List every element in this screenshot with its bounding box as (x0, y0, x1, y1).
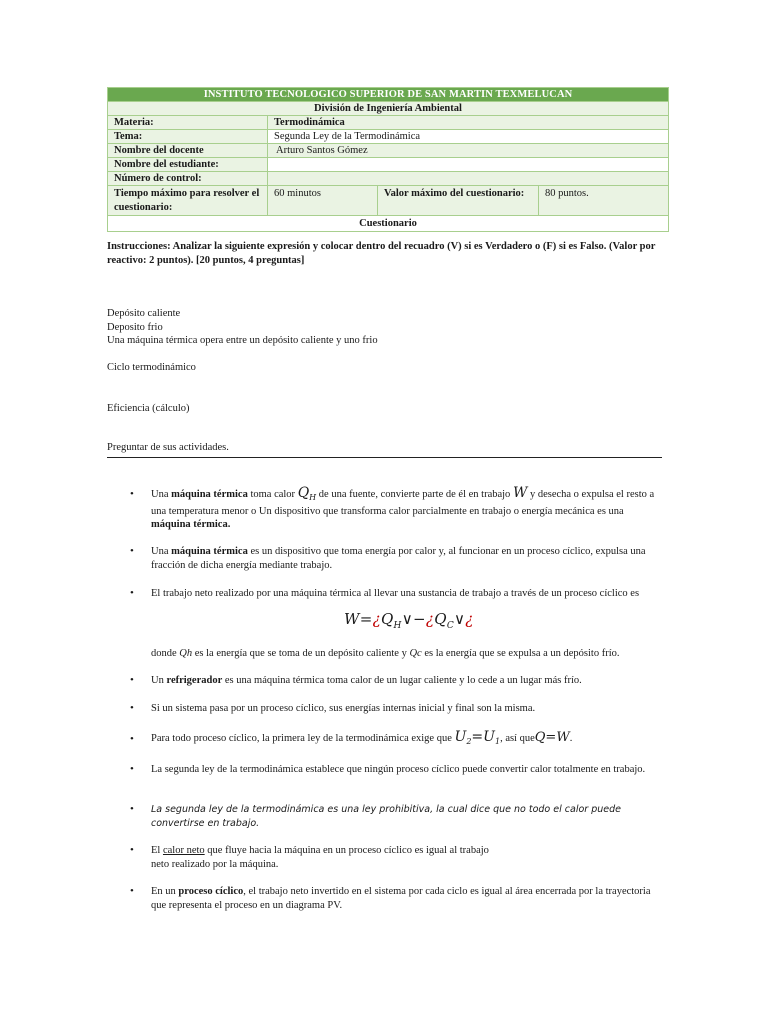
formula-mark-3: ¿ (465, 610, 474, 628)
header-table (107, 87, 669, 232)
row-label-control: Número de control: (108, 172, 268, 186)
note-deposito-frio: Deposito frio (107, 322, 163, 333)
row-value-docente: Arturo Santos Gómez (268, 144, 669, 158)
bullet-icon: • (130, 733, 134, 745)
bullet-icon: • (130, 674, 134, 686)
b9-text-a: El (151, 845, 163, 856)
b4-text-c: es una máquina térmica toma calor de un lugar caliente y lo cede a un lugar más frío. (222, 675, 582, 686)
row-label-estudiante: Nombre del estudiante: (108, 158, 268, 172)
row-label-tema: Tema: (108, 130, 268, 144)
donde-a: donde (151, 648, 180, 659)
b4-text-b: refrigerador (166, 675, 223, 686)
b1-text-a: Una (151, 489, 172, 500)
b1-text-b: máquina térmica (171, 489, 248, 500)
b2-text-c: es un dispositivo que toma energía por calor y, al funcionar en un proceso cíclico, expulsa una fracción de dicha energía mediante trabajo. (151, 546, 646, 571)
formula-qc: Q (434, 610, 447, 628)
b1-text-c: toma calor (247, 489, 298, 500)
b7-text: La segunda ley de la termodinámica establece que ningún proceso cíclico puede convertir calor totalmente en trabajo. (151, 764, 646, 775)
note-eficiencia: Eficiencia (cálculo) (107, 403, 190, 414)
b8-text: La segunda ley de la termodinámica es una ley prohibitiva, la cual dice que no todo el calor puede convertirse en trabajo. (151, 804, 621, 829)
row-value-tema: Segunda Ley de la Termodinámica (268, 130, 669, 144)
formula-mark-1: ¿ (372, 610, 381, 628)
note-ciclo: Ciclo termodinámico (107, 362, 196, 373)
b3-text: El trabajo neto realizado por una máquina térmica al llevar una sustancia de trabajo a través de un proceso cíclico es (151, 588, 640, 599)
institute-title: INSTITUTO TECNOLOGICO SUPERIOR DE SAN MARTIN TEXMELUCAN (108, 88, 669, 102)
b10-text-a: En un (151, 886, 179, 897)
bullet-icon: • (130, 545, 134, 557)
b2-text-a: Una (151, 546, 172, 557)
work-formula (344, 610, 474, 631)
b9-text-c: que fluye hacia la máquina en un proceso cíclico es igual al trabajo (204, 845, 489, 856)
formula-qh: Q (380, 610, 394, 628)
b6-text-a: Para todo proceso cíclico, la primera ley de la termodinámica exige que (151, 733, 455, 744)
donde-c: es la energía que se expulsa a un depósito frío. (421, 648, 620, 659)
row-value-estudiante[interactable] (268, 158, 669, 172)
b1-text-e: y desecha o expulsa el resto a una temperatura menor o Un dispositivo que transforma calor parcialmente en trabajo o energía mecánica es una (151, 489, 655, 517)
row-value-control[interactable] (268, 172, 669, 186)
row-label-docente: Nombre del docente (108, 144, 268, 158)
formula-end: ∨ (454, 610, 466, 628)
note-deposito-caliente: Depósito caliente (107, 308, 181, 319)
time-label: Tiempo máximo para resolver el cuestionario: (108, 186, 268, 216)
max-value: 80 puntos. (539, 186, 669, 216)
b1-qh: Q (297, 485, 310, 501)
row-label-materia: Materia: (108, 116, 268, 130)
b6-qw: Q=W (534, 730, 570, 745)
b2-text-b: máquina térmica (171, 546, 248, 557)
time-value: 60 minutos (268, 186, 378, 216)
note-preguntar: Preguntar de sus actividades. (107, 442, 229, 453)
donde-b: es la energía que se toma de un depósito caliente y (192, 648, 410, 659)
bullet-icon: • (130, 844, 134, 856)
b6-u1: U (483, 729, 495, 745)
formula-qc-sub: C (446, 621, 454, 631)
b10-text-c: , el trabajo neto invertido en el sistema por cada ciclo es igual al área encerrada por la trayectoria que representa el proceso en un diagrama PV. (151, 886, 651, 911)
division-title: División de Ingeniería Ambiental (108, 102, 669, 116)
b9-text-d: neto realizado por la máquina. (151, 858, 279, 870)
max-label: Valor máximo del cuestionario: (378, 186, 539, 216)
note-maquina: Una máquina térmica opera entre un depósito caliente y uno frio (107, 335, 378, 346)
bullet-icon: • (130, 885, 134, 897)
b6-text-b: , así que (500, 733, 535, 744)
formula-mid: ∨− (401, 610, 426, 628)
bullet-icon: • (130, 702, 134, 714)
b1-text-d: de una fuente, convierte parte de él en trabajo (316, 489, 513, 500)
bullet-icon: • (130, 488, 134, 500)
formula-qh-sub: H (393, 621, 402, 631)
b1-qh-sub: H (309, 493, 317, 503)
formula-mark-2: ¿ (425, 610, 435, 628)
b6-eq: = (471, 729, 484, 745)
donde-text (151, 647, 620, 661)
donde-qh: Qh (179, 648, 193, 659)
b6-u2: U (454, 729, 467, 745)
b1-text-f: máquina térmica. (151, 519, 231, 531)
formula-w: W= (344, 610, 373, 628)
b6-u1-sub: 1 (494, 737, 501, 747)
row-value-materia: Termodinámica (268, 116, 669, 130)
b1-w: W (512, 485, 528, 501)
bullet-icon: • (130, 803, 134, 815)
divider-line (107, 457, 662, 458)
b6-u2-sub: 2 (466, 737, 472, 747)
b6-text-c: . (569, 733, 573, 744)
donde-qc: Qc (409, 648, 422, 659)
bullet-icon: • (130, 763, 134, 775)
b4-text-a: Un (151, 675, 167, 686)
b10-text-b: proceso cíclico (178, 886, 244, 897)
instructions: Instrucciones: Analizar la siguiente expresión y colocar dentro del recuadro (V) si es Verdadero o (F) si es Falso. (Valor por reactivo: 2 puntos). [20 puntos, 4 preguntas] (107, 241, 656, 266)
section-title: Cuestionario (108, 216, 669, 232)
b9-text-b: calor neto (162, 845, 205, 856)
b5-text: Si un sistema pasa por un proceso cíclico, sus energías internas inicial y final son la misma. (151, 703, 536, 714)
bullet-icon: • (130, 587, 134, 599)
